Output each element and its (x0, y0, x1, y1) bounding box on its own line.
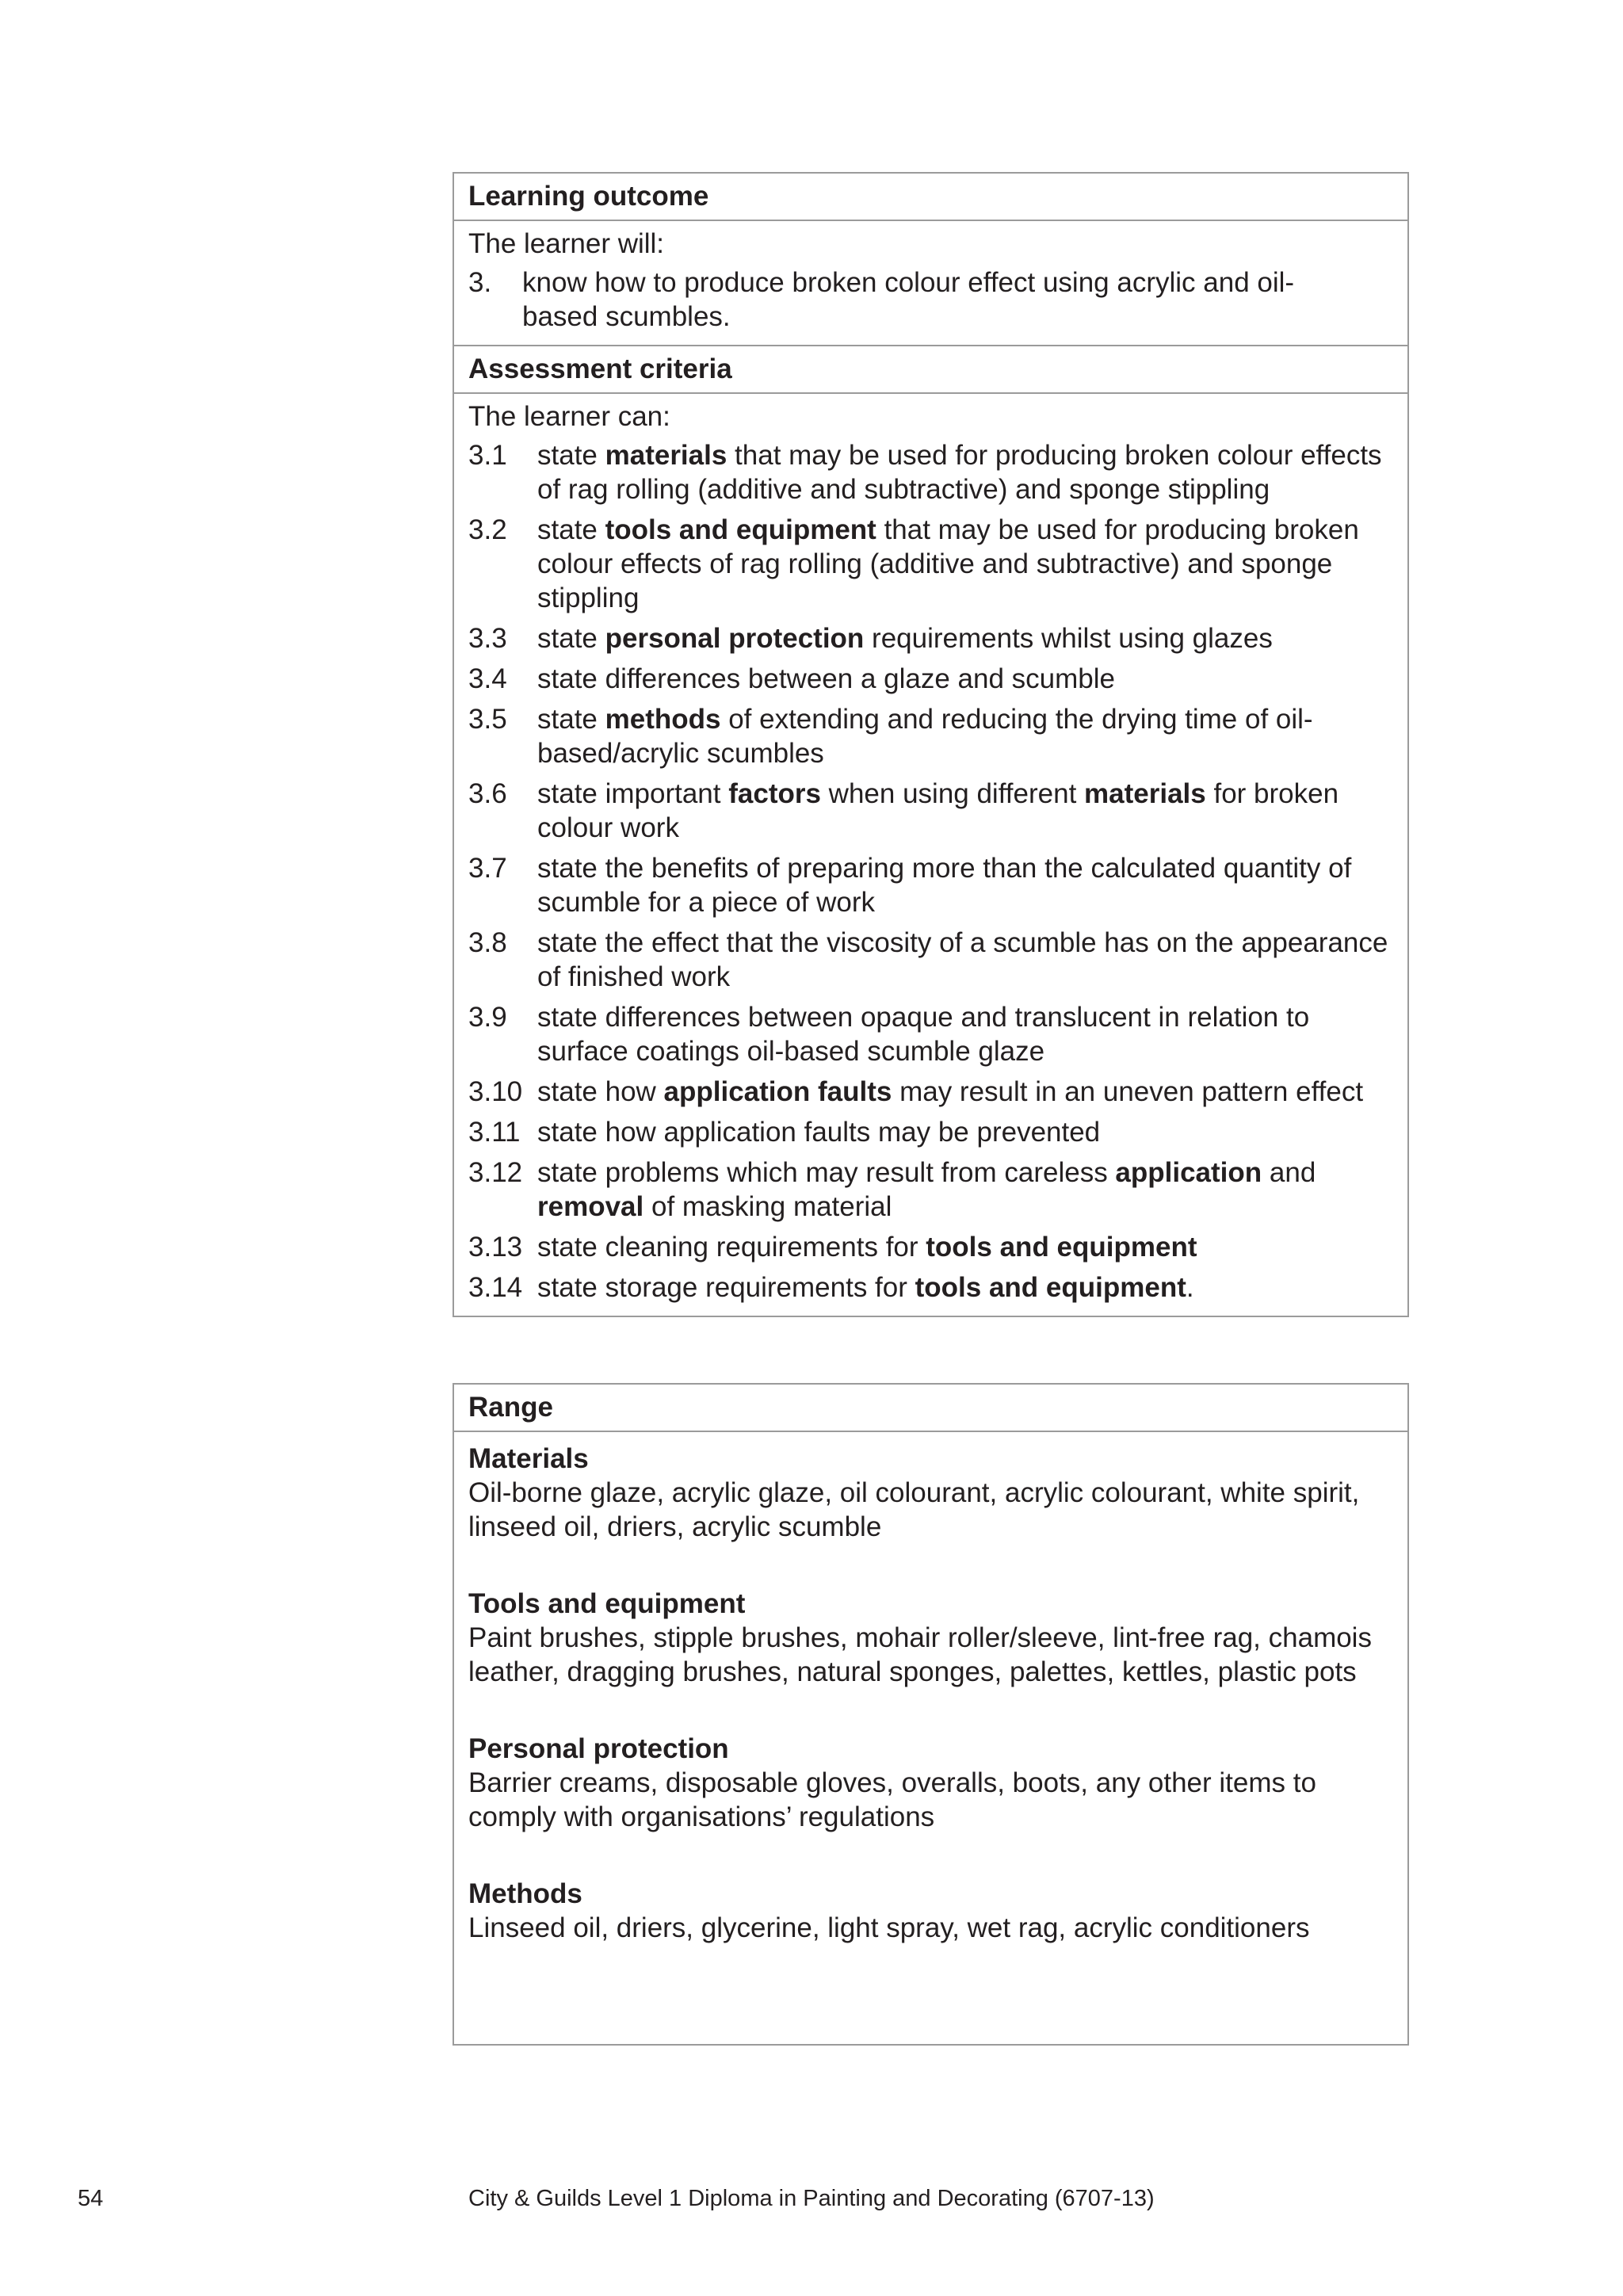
criterion-text-part: requirements whilst using glazes (864, 623, 1273, 654)
criterion-text-part: state cleaning requirements for (537, 1232, 926, 1263)
criterion-text-part: of masking material (643, 1191, 892, 1222)
footer-title: City & Guilds Level 1 Diploma in Painting and Decorating (6707-13) (468, 2186, 1155, 2211)
criterion-text-part: state how (537, 1076, 664, 1107)
range-heading: Range (454, 1385, 1407, 1432)
criterion-row (468, 777, 1393, 845)
range-block-title: Personal protection (468, 1733, 729, 1764)
range-block-text: Linseed oil, driers, glycerine, light spray, wet rag, acrylic conditioners (468, 1912, 1310, 1943)
criterion-text (537, 851, 1393, 919)
criterion-row (468, 1075, 1393, 1109)
criterion-text (537, 1115, 1393, 1149)
criterion-number: 3.10 (468, 1076, 523, 1107)
criterion-text (537, 926, 1393, 994)
assessment-criteria-heading: Assessment criteria (454, 346, 1407, 394)
criterion-text (537, 438, 1393, 506)
criterion-text-part: state how application faults may be prevented (537, 1117, 1101, 1148)
criterion-text-part: that may be used for producing broken colour effects of rag rolling (additive and subtractive) and sponge stippling (537, 514, 1359, 613)
criterion-text (537, 1230, 1393, 1264)
learning-outcome-intro: The learner will: (468, 228, 665, 259)
range-block (454, 1834, 1407, 1945)
criterion-text-part: state (537, 623, 605, 654)
criterion-text-part: state differences between opaque and translucent in relation to surface coatings oil-based scumble glaze (537, 1002, 1310, 1067)
learning-outcome-number: 3. (468, 267, 492, 298)
criterion-number: 3.5 (468, 704, 507, 735)
criterion-keyword: materials (605, 440, 727, 471)
criterion-keyword: tools and equipment (605, 514, 876, 545)
range-blocks (454, 1432, 1407, 1945)
range-table (453, 1383, 1409, 2046)
range-block (454, 1432, 1407, 1544)
learning-outcome-heading: Learning outcome (454, 174, 1407, 221)
criterion-text (537, 1156, 1393, 1224)
criterion-text-part: and (1262, 1157, 1316, 1188)
criterion-text-part: for broken colour work (537, 778, 1339, 843)
assessment-criteria-section (454, 394, 1407, 1316)
criterion-text-part: state important (537, 778, 729, 809)
range-block-title: Methods (468, 1878, 582, 1909)
criterion-text (537, 513, 1393, 615)
criterion-row (468, 1115, 1393, 1149)
range-block-title: Materials (468, 1443, 589, 1474)
learning-outcome-item (468, 262, 1393, 334)
criterion-keyword: materials (1084, 778, 1206, 809)
criterion-text-part: state the benefits of preparing more than the calculated quantity of scumble for a piece of work (537, 853, 1352, 918)
criterion-row (468, 851, 1393, 919)
criterion-number: 3.8 (468, 927, 507, 958)
criterion-keyword: methods (605, 704, 721, 735)
criterion-text-part: state the effect that the viscosity of a scumble has on the appearance of finished work (537, 927, 1388, 992)
criterion-text-part: state (537, 440, 605, 471)
criterion-text (537, 621, 1393, 655)
criterion-text-part: state problems which may result from careless (537, 1157, 1116, 1188)
page-number: 54 (78, 2186, 104, 2211)
criterion-row (468, 1156, 1393, 1224)
criterion-keyword: removal (537, 1191, 644, 1222)
criterion-text (537, 662, 1393, 696)
criterion-text (537, 1000, 1393, 1068)
criterion-text-part: of extending and reducing the drying time of oil-based/acrylic scumbles (537, 704, 1313, 769)
criterion-row (468, 662, 1393, 696)
criterion-number: 3.3 (468, 623, 507, 654)
criterion-keyword: tools and equipment (915, 1272, 1186, 1303)
learning-outcome-section (454, 221, 1407, 346)
criterion-row (468, 702, 1393, 770)
criterion-row (468, 1230, 1393, 1264)
criterion-keyword: personal protection (605, 623, 865, 654)
criterion-text (537, 777, 1393, 845)
range-block-text: Barrier creams, disposable gloves, overalls, boots, any other items to comply with organisations’ regulations (468, 1767, 1316, 1832)
range-block-title: Tools and equipment (468, 1588, 746, 1619)
criterion-number: 3.14 (468, 1272, 523, 1303)
assessment-criteria-intro: The learner can: (468, 401, 670, 432)
criterion-keyword: tools and equipment (926, 1232, 1197, 1263)
criterion-number: 3.4 (468, 663, 507, 694)
range-block-text: Paint brushes, stipple brushes, mohair roller/sleeve, lint-free rag, chamois leather, dragging brushes, natural sponges, palettes, kettles, plastic pots (468, 1622, 1372, 1687)
criteria-list (468, 435, 1393, 1305)
range-block (454, 1689, 1407, 1834)
criterion-number: 3.12 (468, 1157, 523, 1188)
criterion-keyword: factors (728, 778, 821, 809)
criterion-number: 3.9 (468, 1002, 507, 1033)
criterion-row (468, 926, 1393, 994)
criterion-number: 3.7 (468, 853, 507, 884)
criterion-row (468, 621, 1393, 655)
criterion-keyword: application (1115, 1157, 1262, 1188)
criterion-number: 3.2 (468, 514, 507, 545)
criterion-text-part: state differences between a glaze and scumble (537, 663, 1115, 694)
criterion-text (537, 702, 1393, 770)
criterion-number: 3.11 (468, 1117, 521, 1148)
criterion-row (468, 1000, 1393, 1068)
criterion-keyword: application faults (663, 1076, 892, 1107)
learning-outcome-table (453, 172, 1409, 1317)
criterion-row (468, 1270, 1393, 1305)
criterion-text-part: may result in an uneven pattern effect (892, 1076, 1364, 1107)
range-block-text: Oil-borne glaze, acrylic glaze, oil colourant, acrylic colourant, white spirit, linseed oil, driers, acrylic scumble (468, 1477, 1360, 1542)
criterion-text-part: that may be used for producing broken colour effects of rag rolling (additive and subtractive) and sponge stippling (537, 440, 1382, 505)
criterion-row (468, 438, 1393, 506)
criterion-text-part: . (1186, 1272, 1194, 1303)
criterion-number: 3.13 (468, 1232, 523, 1263)
criterion-row (468, 513, 1393, 615)
criterion-text (537, 1075, 1393, 1109)
criterion-text-part: when using different (820, 778, 1085, 809)
criterion-text-part: state (537, 514, 605, 545)
criterion-number: 3.6 (468, 778, 507, 809)
range-block (454, 1544, 1407, 1689)
criterion-number: 3.1 (468, 440, 507, 471)
criterion-text (537, 1270, 1393, 1305)
criterion-text-part: state (537, 704, 605, 735)
learning-outcome-text: know how to produce broken colour effect using acrylic and oil-based scumbles. (522, 267, 1295, 332)
criterion-text-part: state storage requirements for (537, 1272, 915, 1303)
